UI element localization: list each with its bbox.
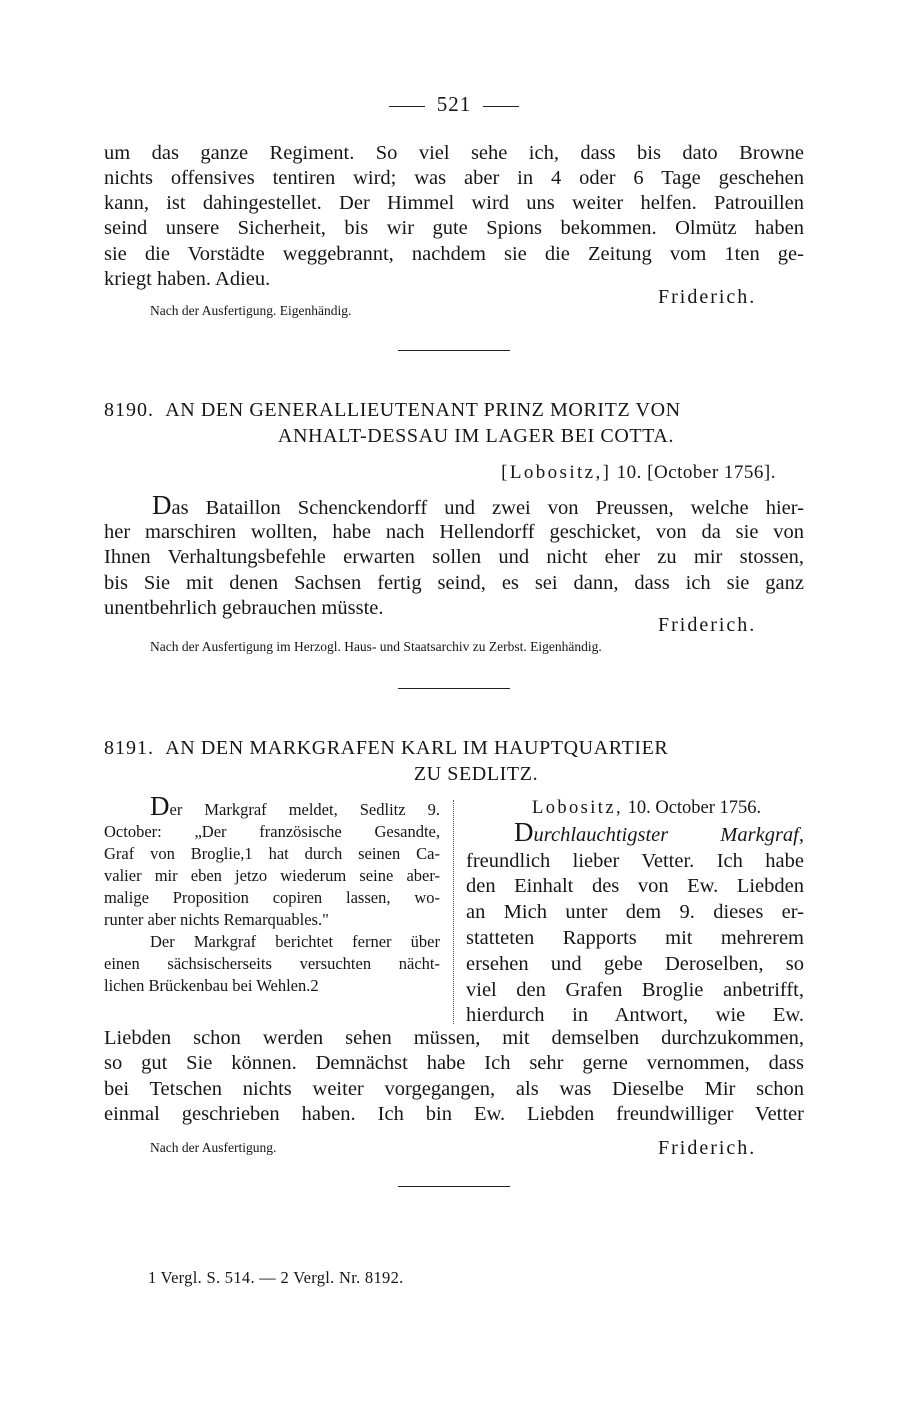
header-dash-right [483, 106, 519, 107]
letter-recipient-line1: AN DEN GENERALLIEUTENANT PRINZ MORITZ VON [165, 399, 681, 421]
letter-recipient-line2: ANHALT-DESSAU IM LAGER BEI COTTA. [277, 425, 675, 447]
summary-first-text: er Markgraf meldet, Sedlitz 9. [169, 800, 440, 819]
summary-column [104, 791, 440, 997]
letter-line: hierdurch in Antwort, wie Ew. [466, 1004, 804, 1027]
drop-cap: D [152, 490, 172, 520]
body-line-first [104, 490, 804, 522]
body-line: bis Sie mit denen Sachsen fertig seind, es sei dann, dass ich sie ganz [104, 572, 804, 594]
date-value: 10. October 1756. [627, 798, 762, 818]
body-line-last: unentbehrlich gebrauchen müsste. [104, 597, 384, 619]
drop-cap: D [514, 816, 534, 847]
date-place: [Lobositz,] [501, 462, 612, 483]
summary-line: valier mir eben jetzo wiederum seine aber- [104, 866, 440, 885]
summary-line: October: „Der französische Gesandte, [104, 822, 440, 841]
summary-line: runter aber nichts Remarquables." [104, 910, 329, 929]
source-note: Nach der Ausfertigung. [150, 1140, 277, 1155]
letter-line: an Mich unter dem 9. dieses er- [466, 901, 804, 924]
letter-line: den Einhalt des von Ew. Liebden [466, 875, 804, 898]
summary-line: malige Proposition copiren lassen, wo- [104, 888, 440, 907]
summary-line: einen sächsischerseits versuchten nächt- [104, 954, 440, 973]
body-line: her marschiren wollten, habe nach Hellendorff geschicket, von da sie von [104, 521, 804, 543]
body-line: Ihnen Verhaltungsbefehle erwarten sollen und nicht eher zu mir stossen, [104, 546, 804, 568]
letter-recipient-line2: ZU SEDLITZ. [413, 763, 539, 785]
body-line: Liebden schon werden sehen müssen, mit demselben durchzukommen, [104, 1027, 804, 1049]
source-note: Nach der Ausfertigung. Eigenhändig. [150, 303, 352, 318]
signature: Friderich. [658, 614, 757, 636]
summary-line-first [104, 791, 440, 821]
section-divider [398, 350, 510, 351]
letter-column [466, 796, 804, 1029]
body-line: so gut Sie können. Demnächst habe Ich sehr gerne vernommen, dass [104, 1052, 804, 1074]
body-line: nichts offensives tentiren wird; was aber in 4 oder 6 Tage geschehen [104, 167, 804, 189]
first-line-text: as Bataillon Schenckendorff und zwei von Preussen, welche hier- [171, 497, 804, 519]
letter-heading [104, 398, 804, 423]
footnotes: 1 Vergl. S. 514. — 2 Vergl. Nr. 8192. [148, 1268, 404, 1287]
column-separator [453, 800, 454, 1024]
drop-cap: D [150, 791, 170, 821]
summary-line: Der Markgraf berichtet ferner über [150, 932, 440, 951]
body-line: bei Tetschen nichts weiter vorgegangen, als was Dieselbe Mir schon [104, 1078, 804, 1100]
date-value: 10. [October 1756]. [616, 462, 776, 483]
body-line: sie die Vorstädte weggebrannt, nachdem sie die Zeitung vom 1ten ge- [104, 243, 804, 265]
body-line-last: kriegt haben. Adieu. [104, 268, 271, 290]
summary-line: Graf von Broglie,1 hat durch seinen Ca- [104, 844, 440, 863]
letter-line-first [466, 816, 804, 849]
page-number: 521 [436, 92, 472, 116]
body-line: einmal geschrieben haben. Ich bin Ew. Liebden freundwilliger Vetter [104, 1103, 804, 1125]
salutation-text: urchlauchtigster Markgraf, [533, 823, 804, 846]
letter-number: 8190. [104, 399, 154, 421]
document-page [104, 0, 804, 1404]
header-dash-left [389, 106, 425, 107]
letter-line: viel den Grafen Broglie anbetrifft, [466, 978, 804, 1001]
body-line: seind unsere Sicherheit, bis wir gute Spions bekommen. Olmütz haben [104, 217, 804, 239]
date-place: Lobositz, [532, 798, 623, 818]
letter-number: 8191. [104, 737, 154, 759]
dateline [501, 462, 776, 484]
letter-line: ersehen und gebe Deroselben, so [466, 952, 804, 975]
letter-line: freundlich lieber Vetter. Ich habe [466, 849, 804, 872]
body-line: kann, ist dahingestellet. Der Himmel wird uns weiter helfen. Patrouillen [104, 192, 804, 214]
section-divider [398, 688, 510, 689]
body-line: um das ganze Regiment. So viel sehe ich, dass bis dato Browne [104, 142, 804, 164]
summary-line: lichen Brückenbau bei Wehlen.2 [104, 976, 319, 995]
page-header [104, 92, 804, 117]
signature: Friderich. [658, 286, 757, 308]
letter-recipient-line1: AN DEN MARKGRAFEN KARL IM HAUPTQUARTIER [165, 737, 669, 759]
section-divider [398, 1186, 510, 1187]
source-note: Nach der Ausfertigung im Herzogl. Haus- und Staatsarchiv zu Zerbst. Eigenhändig. [150, 639, 602, 654]
signature: Friderich. [658, 1137, 757, 1159]
letter-line: statteten Rapports mit mehrerem [466, 926, 804, 949]
letter-heading [104, 736, 804, 761]
